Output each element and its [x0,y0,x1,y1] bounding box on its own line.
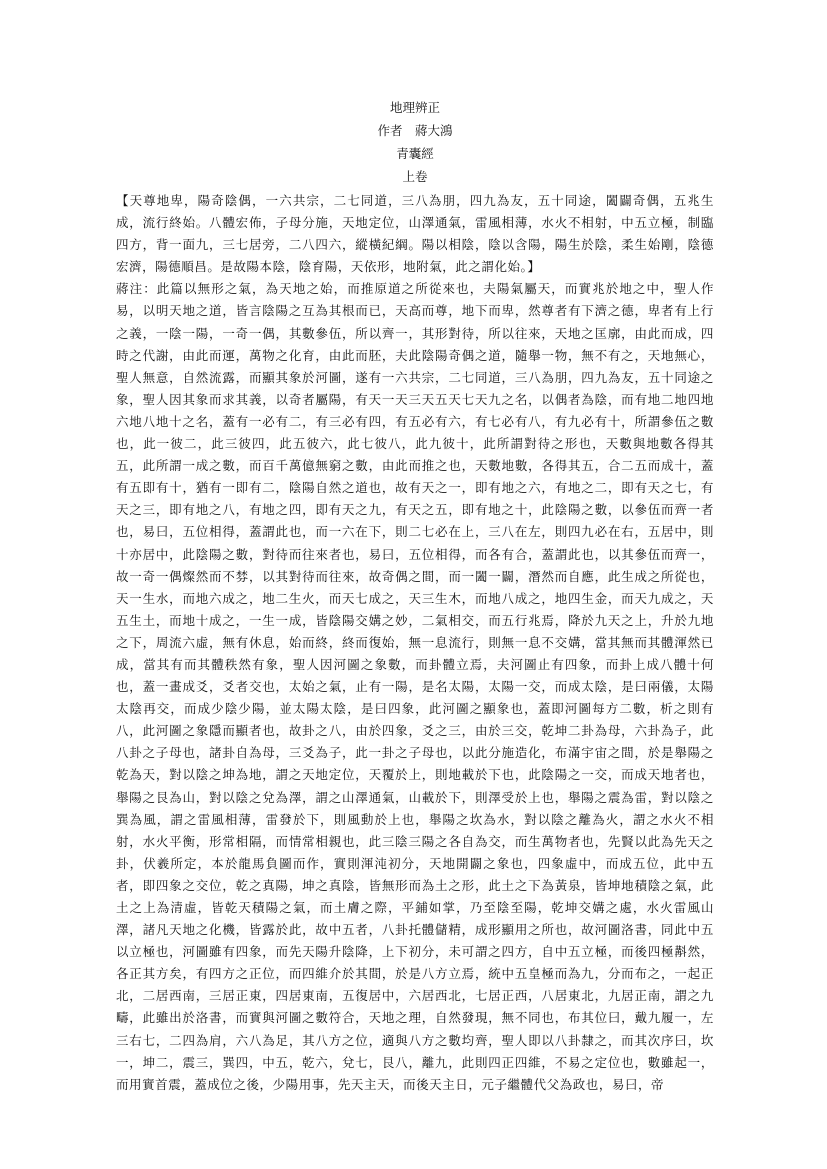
classic-text-paragraph: 【天尊地卑，陽奇陰偶，一六共宗，二七同道，三八為朋，四九為友，五十同途，闔闢奇偶，五兆生成，流行終始。八體宏佈，子母分施，天地定位，山澤通氣，雷風相薄，水火不相射，中五立極，制臨四方，背一面九，三七居旁，二八四六，縱橫紀綱。陽以相陰，陰以含陽，陽生於陰，柔生始剛，陰德宏濟，陽德順昌。是故陽本陰，陰育陽，天依形，地附氣，此之謂化始。】 [116,193,714,275]
commentary-paragraph: 蔣注：此篇以無形之氣，為天地之始，而推原道之所從來也，夫陽氣屬天，而實兆於地之中，聖人作易，以明天地之道，皆言陰陽之互為其根而已，天高而尊，地下而卑，然尊者有下濟之德，卑者有上行之義，一陰一陽，一奇一偶，其數參伍，所以齊一，其形對待，所以往來，天地之匡廓，由此而成，四時之代謝，由此而運，萬物之化育，由此而胚，夫此陰陽奇偶之道，隨舉一物，無不有之，天地無心，聖人無意，自然流露，而顯其象於河圖，遂有一六共宗，二七同道，三八為朋，四九為友，五十同途之象，聖人因其象而求其義，以奇者屬陽，有天一天三天五天七天九之名，以偶者為陰，而有地二地四地六地八地十之名，蓋有一必有二，有三必有四，有五必有六，有七必有八，有九必有十，所謂參伍之數也，此一彼二，此三彼四，此五彼六，此七彼八，此九彼十，此所謂對待之形也，天數與地數各得其五，此所謂一成之數，而百千萬億無窮之數，由此而推之也，天數地數，各得其五，合二五而成十，蓋有五即有十，猶有一即有二，陰陽自然之道也，故有天之一，即有地之六，有地之二，即有天之七，有天之三，即有地之八，有地之四，即有天之九，有天之五，即有地之十，此陰陽之數，以參伍而齊一者也，易曰，五位相得，蓋謂此也，而一六在下，則二七必在上，三八在左，則四九必在右，五居中，則十亦居中，此陰陽之數，對待而往來者也，易曰，五位相得，而各有合，蓋謂此也，以其參伍而齊一，故一奇一偶燦然而不棼，以其對待而往來，故奇偶之間，而一闔一闢，潛然而自應，此生成之所從也，天一生水，而地六成之，地二生火，而天七成之，天三生木，而地八成之，地四生金，而天九成之，天五生土，而地十成之，一生一成，皆陰陽交媾之妙，二氣相交，而五行兆焉，降於九天之上，升於九地之下，周流六虛，無有休息，始而終，終而復始，無一息流行，則無一息不交媾，當其無而其體渾然已成，當其有而其體秩然有象，聖人因河圖之象數，而卦體立焉，夫河圖止有四象，而卦上成八體十何也，蓋一畫成爻，爻者交也，太始之氣，止有一陽，是名太陽，太陽一交，而成太陰，是曰兩儀，太陽太陰再交，而成少陰少陽，並太陽太陰，是曰四象，此河圖之顯象也，蓋即河圖每方二數，析之則有八，此河圖之象隱而顯者也，故卦之八，由於四象，爻之三，由於三交，乾坤二卦為母，六卦為子，此八卦之子母也，諸卦自為母，三爻為子，此一卦之子母也，以此分施造化，布滿宇宙之間，於是舉陽之乾為天，對以陰之坤為地，謂之天地定位，天覆於上，則地載於下也，此陰陽之一交，而成天地者也，舉陽之艮為山，對以陰之兌為澤，謂之山澤通氣，山載於下，則澤受於上也，舉陽之震為雷，對以陰之巽為風，謂之雷風相薄，雷發於下，則風動於上也，舉陽之坎為水，對以陰之離為火，謂之水火不相射，水火平衡，形常相隔，而情常相親也，此三陰三陽之各自為交，而生萬物者也，先賢以此為先天之卦，伏羲所定，本於龍馬負圖而作，實則渾沌初分，天地開闢之象也，四象虛中，而成五位，此中五者，即四象之交位，乾之真陽，坤之真陰，皆無形而為土之形，此土之下為黃泉，皆坤地積陰之氣，此土之上為清虛，皆乾天積陽之氣，而土膚之際，平鋪如掌，乃至陰至陽，乾坤交媾之處，水火雷風山澤，諸凡天地之化機，皆露於此，故中五者，八卦托體儲精，成形顯用之所也，故河圖洛書，同此中五以立極也，河圖雖有四象，而先天陽升陰降，上下初分，未可謂之四方，自中五立極，而後四極斠然，各正其方矣，有四方之正位，而四維介於其間，於是八方立焉，統中五皇極而為九，分而布之，一起正北，二居西南，三居正東，四居東南，五復居中，六居西北，七居正西，八居東北，九居正南，謂之九疇，此雖出於洛書，而實與河圖之數符合，天地之理，自然發現，無不同也，布其位曰，戴九履一，左三右七，二四為肩，六八為足，其八方之位，適與八方之數均齊，聖人即以八卦隸之，而其次序曰，坎一，坤二，震三，巽四，中五，乾六，兌七，艮八，離九，此則四正四維，不易之定位也，數雖起一，而用實首震，蓋成位之後，少陽用事，先天主天，而後天主日，元子繼體代父為政也，易曰，帝 [116,281,714,1092]
document-page [116,96,714,1096]
section-title: 上卷 [402,169,428,184]
author-line: 作者 蔣大鴻 [377,123,453,138]
book-title: 地理辨正 [389,100,440,115]
chapter-title: 青囊經 [396,146,434,161]
